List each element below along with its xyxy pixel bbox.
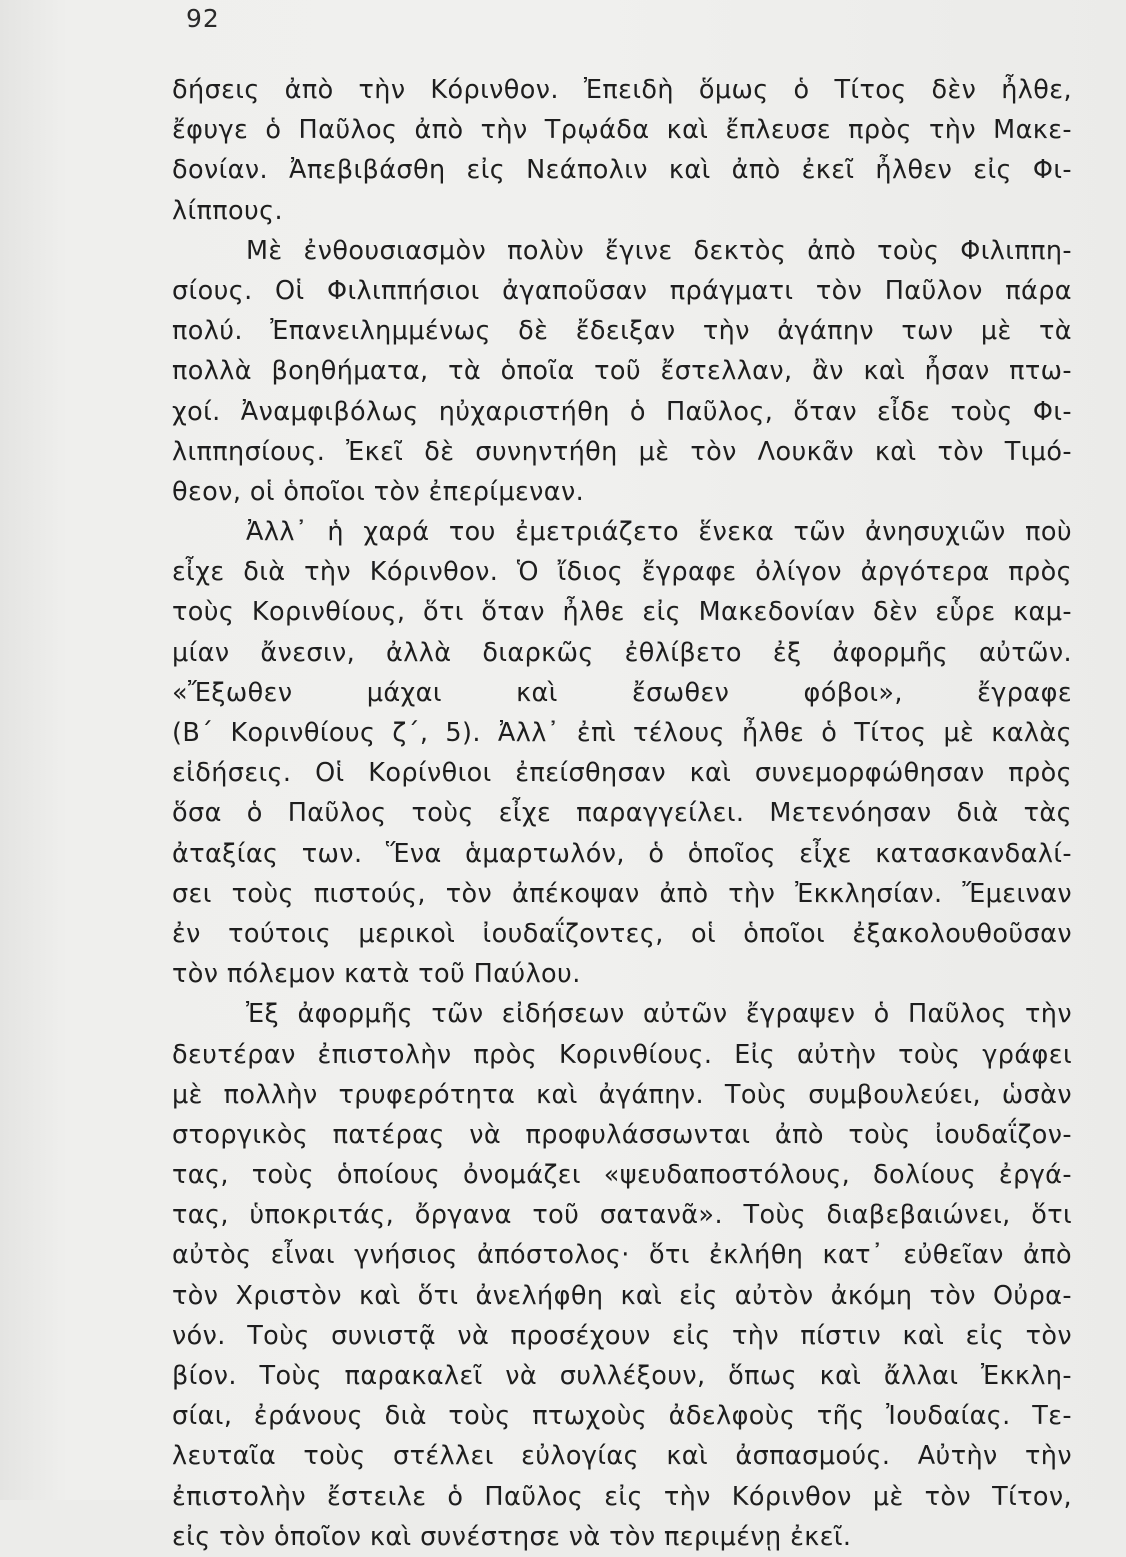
- text-line: λευταῖα τοὺς στέλλει εὐλογίας καὶ ἀσπασμούς. Αὐτὴν τὴν: [172, 1441, 1072, 1472]
- text-line: τας, ὑποκριτάς, ὄργανα τοῦ σατανᾶ». Τοὺς διαβεβαιώνει, ὅτι: [172, 1200, 1072, 1231]
- text-line: πολλὰ βοηθήματα, τὰ ὁποῖα τοῦ ἔστελλαν, ἂν καὶ ἦσαν πτω-: [172, 356, 1072, 387]
- text-line: εἰδήσεις. Οἱ Κορίνθιοι ἐπείσθησαν καὶ συνεμορφώθησαν πρὸς: [172, 758, 1072, 789]
- body-text: [172, 70, 1072, 1557]
- text-line: Μὲ ἐνθουσιασμὸν πολὺν ἔγινε δεκτὸς ἀπὸ τοὺς Φιλιππη-: [246, 235, 1072, 266]
- text-line: ἀταξίας των. Ἕνα ἁμαρτωλόν, ὁ ὁποῖος εἶχε κατασκανδαλί-: [172, 838, 1072, 869]
- text-line: σίους. Οἱ Φιλιππήσιοι ἀγαποῦσαν πράγματι τὸν Παῦλον πάρα: [172, 275, 1072, 306]
- text-line: ἐν τούτοις μερικοὶ ἰουδαΐζοντες, οἱ ὁποῖοι ἐξακολουθοῦσαν: [172, 918, 1072, 949]
- text-line: θεον, οἱ ὁποῖοι τὸν ἐπερίμεναν.: [172, 476, 585, 507]
- text-line: Ἀλλ᾿ ἡ χαρά του ἐμετριάζετο ἕνεκα τῶν ἀνησυχιῶν ποὺ: [246, 517, 1072, 548]
- text-line: σει τοὺς πιστούς, τὸν ἀπέκοψαν ἀπὸ τὴν Ἐκκλησίαν. Ἔμειναν: [172, 878, 1072, 909]
- text-line: τοὺς Κορινθίους, ὅτι ὅταν ἦλθε εἰς Μακεδονίαν δὲν εὗρε καμ-: [172, 597, 1072, 628]
- text-line: χοί. Ἀναμφιβόλως ηὐχαριστήθη ὁ Παῦλος, ὅταν εἶδε τοὺς Φι-: [172, 396, 1072, 427]
- text-line: ἐπιστολὴν ἔστειλε ὁ Παῦλος εἰς τὴν Κόρινθον μὲ τὸν Τίτον,: [172, 1481, 1072, 1512]
- text-line: σίαι, ἐράνους διὰ τοὺς πτωχοὺς ἀδελφοὺς τῆς Ἰουδαίας. Τε-: [172, 1401, 1072, 1432]
- text-line: «Ἔξωθεν μάχαι καὶ ἔσωθεν φόβοι», ἔγραφε: [172, 677, 1072, 708]
- text-line: εἶχε διὰ τὴν Κόρινθον. Ὁ ἴδιος ἔγραφε ὀλίγον ἀργότερα πρὸς: [172, 557, 1072, 588]
- text-line: λιππησίους. Ἐκεῖ δὲ συνηντήθη μὲ τὸν Λουκᾶν καὶ τὸν Τιμό-: [172, 436, 1072, 467]
- text-line: λίππους.: [172, 195, 284, 226]
- text-line: αὐτὸς εἶναι γνήσιος ἀπόστολος· ὅτι ἐκλήθη κατ᾿ εὐθεῖαν ἀπὸ: [172, 1240, 1072, 1271]
- text-line: δευτέραν ἐπιστολὴν πρὸς Κορινθίους. Εἰς αὐτὴν τοὺς γράφει: [172, 1039, 1072, 1070]
- text-line: πολύ. Ἐπανειλημμένως δὲ ἔδειξαν τὴν ἀγάπην των μὲ τὰ: [172, 316, 1072, 347]
- text-line: μὲ πολλὴν τρυφερότητα καὶ ἀγάπην. Τοὺς συμβουλεύει, ὡσὰν: [172, 1079, 1072, 1110]
- text-line: τὸν Χριστὸν καὶ ὅτι ἀνελήφθη καὶ εἰς αὐτὸν ἀκόμη τὸν Οὐρα-: [172, 1280, 1072, 1311]
- text-line: στοργικὸς πατέρας νὰ προφυλάσσωνται ἀπὸ τοὺς ἰουδαΐζον-: [172, 1119, 1072, 1150]
- text-line: δονίαν. Ἀπεβιβάσθη εἰς Νεάπολιν καὶ ἀπὸ ἐκεῖ ἦλθεν εἰς Φι-: [172, 155, 1072, 186]
- text-line: (Β΄ Κορινθίους ζ΄, 5). Ἀλλ᾿ ἐπὶ τέλους ἦλθε ὁ Τίτος μὲ καλὰς: [172, 718, 1072, 748]
- text-line: νόν. Τοὺς συνιστᾷ νὰ προσέχουν εἰς τὴν πίστιν καὶ εἰς τὸν: [172, 1320, 1072, 1351]
- page-number: 92: [186, 4, 220, 33]
- text-line: Ἐξ ἀφορμῆς τῶν εἰδήσεων αὐτῶν ἔγραψεν ὁ Παῦλος τὴν: [246, 999, 1072, 1030]
- text-line: βίον. Τοὺς παρακαλεῖ νὰ συλλέξουν, ὅπως καὶ ἄλλαι Ἐκκλη-: [172, 1361, 1072, 1391]
- text-line: ὅσα ὁ Παῦλος τοὺς εἶχε παραγγείλει. Μετενόησαν διὰ τὰς: [172, 798, 1072, 829]
- text-line: τας, τοὺς ὁποίους ὀνομάζει «ψευδαποστόλους, δολίους ἐργά-: [172, 1160, 1072, 1191]
- text-line: τὸν πόλεμον κατὰ τοῦ Παύλου.: [172, 959, 581, 990]
- text-line: εἰς τὸν ὁποῖον καὶ συνέστησε νὰ τὸν περιμένῃ ἐκεῖ.: [172, 1521, 852, 1552]
- text-line: ἔφυγε ὁ Παῦλος ἀπὸ τὴν Τρῳάδα καὶ ἔπλευσε πρὸς τὴν Μακε-: [172, 115, 1072, 146]
- text-line: μίαν ἄνεσιν, ἀλλὰ διαρκῶς ἐθλίβετο ἐξ ἀφορμῆς αὐτῶν.: [172, 637, 1072, 668]
- text-line: δήσεις ἀπὸ τὴν Κόρινθον. Ἐπειδὴ ὅμως ὁ Τίτος δὲν ἦλθε,: [172, 75, 1072, 105]
